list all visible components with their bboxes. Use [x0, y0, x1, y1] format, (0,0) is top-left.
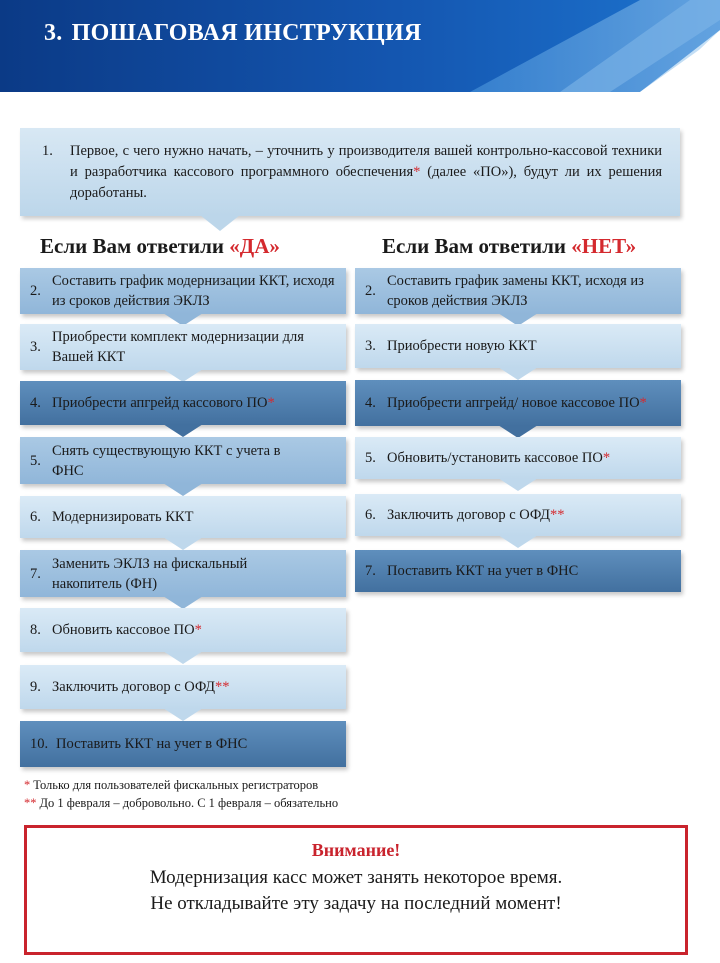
- yes-pointer-9: [163, 708, 203, 722]
- yes-pointer-8: [163, 651, 203, 665]
- yes-answer-label: «ДА»: [229, 234, 280, 258]
- intro-step-number: 1.: [42, 143, 53, 159]
- no-step-7: 7. Поставить ККТ на учет в ФНС: [355, 550, 681, 592]
- yes-pointer-5: [163, 483, 203, 497]
- section-title: [44, 20, 422, 47]
- footnote-mark: *: [267, 395, 275, 411]
- no-pointer-6: [498, 535, 538, 549]
- section-number: 3.: [44, 20, 63, 46]
- yes-pointer-4: [163, 424, 203, 438]
- footnote-2: ** До 1 февраля – добровольно. С 1 февраля – обязательно: [24, 796, 339, 810]
- intro-step: [20, 128, 680, 216]
- footnote-mark: **: [550, 507, 565, 523]
- yes-step-10: 10. Поставить ККТ на учет в ФНС: [20, 721, 346, 767]
- yes-pointer-6: [163, 537, 203, 551]
- attention-title: Внимание!: [311, 840, 401, 860]
- no-step-6: 6. Заключить договор с ОФД**: [355, 494, 681, 536]
- yes-step-5: 5. Снять существующую ККТ с учета в ФНС: [20, 437, 346, 484]
- section-header: [0, 0, 720, 92]
- footnotes: [24, 776, 338, 812]
- no-step-4: 4. Приобрести апгрейд/ новое кассовое ПО*: [355, 380, 681, 426]
- footnote-mark: *: [639, 395, 647, 411]
- yes-step-4: 4. Приобрести апгрейд кассового ПО*: [20, 381, 346, 425]
- attention-box: [24, 825, 688, 955]
- no-step-3: 3. Приобрести новую ККТ: [355, 324, 681, 368]
- no-step-2: 2. Составить график замены ККТ, исходя из сроков действия ЭКЛЗ: [355, 268, 681, 314]
- no-step-5: 5. Обновить/установить кассовое ПО*: [355, 437, 681, 479]
- yes-step-7: 7. Заменить ЭКЛЗ на фискальный накопитель (ФН): [20, 550, 346, 597]
- no-column-heading: Если Вам ответили «НЕТ»: [382, 234, 637, 258]
- footnote-mark: *: [602, 450, 611, 466]
- yes-step-9: 9. Заключить договор с ОФД**: [20, 665, 346, 709]
- intro-step-text: Первое, с чего нужно начать, – уточнить у производителя вашей контрольно-кассовой техники и разработчика кассового программного обеспечения* (далее «ПО»), будут ли их решения доработаны.: [70, 143, 662, 201]
- intro-pointer-arrow: [200, 215, 240, 233]
- attention-line-2: Не откладывайте эту задачу на последний момент!: [150, 893, 562, 914]
- yes-step-3: 3. Приобрести комплект модернизации для Вашей ККТ: [20, 324, 346, 370]
- yes-step-2: 2. Составить график модернизации ККТ, исходя из сроков действия ЭКЛЗ: [20, 268, 346, 314]
- attention-line-1: Модернизация касс может занять некоторое время.: [149, 867, 563, 888]
- section-title-text: ПОШАГОВАЯ ИНСТРУКЦИЯ: [71, 20, 422, 46]
- footnote-1: * Только для пользователей фискальных регистраторов: [24, 778, 319, 792]
- no-answer-label: «НЕТ»: [571, 234, 637, 258]
- no-pointer-5: [498, 478, 538, 492]
- footnote-mark: *: [194, 622, 202, 638]
- yes-column-heading: Если Вам ответили «ДА»: [40, 234, 280, 258]
- footnote-mark: *: [413, 164, 421, 180]
- yes-step-8: 8. Обновить кассовое ПО*: [20, 608, 346, 652]
- yes-step-6: 6. Модернизировать ККТ: [20, 496, 346, 538]
- no-pointer-3: [498, 367, 538, 381]
- footnote-mark: **: [215, 679, 230, 695]
